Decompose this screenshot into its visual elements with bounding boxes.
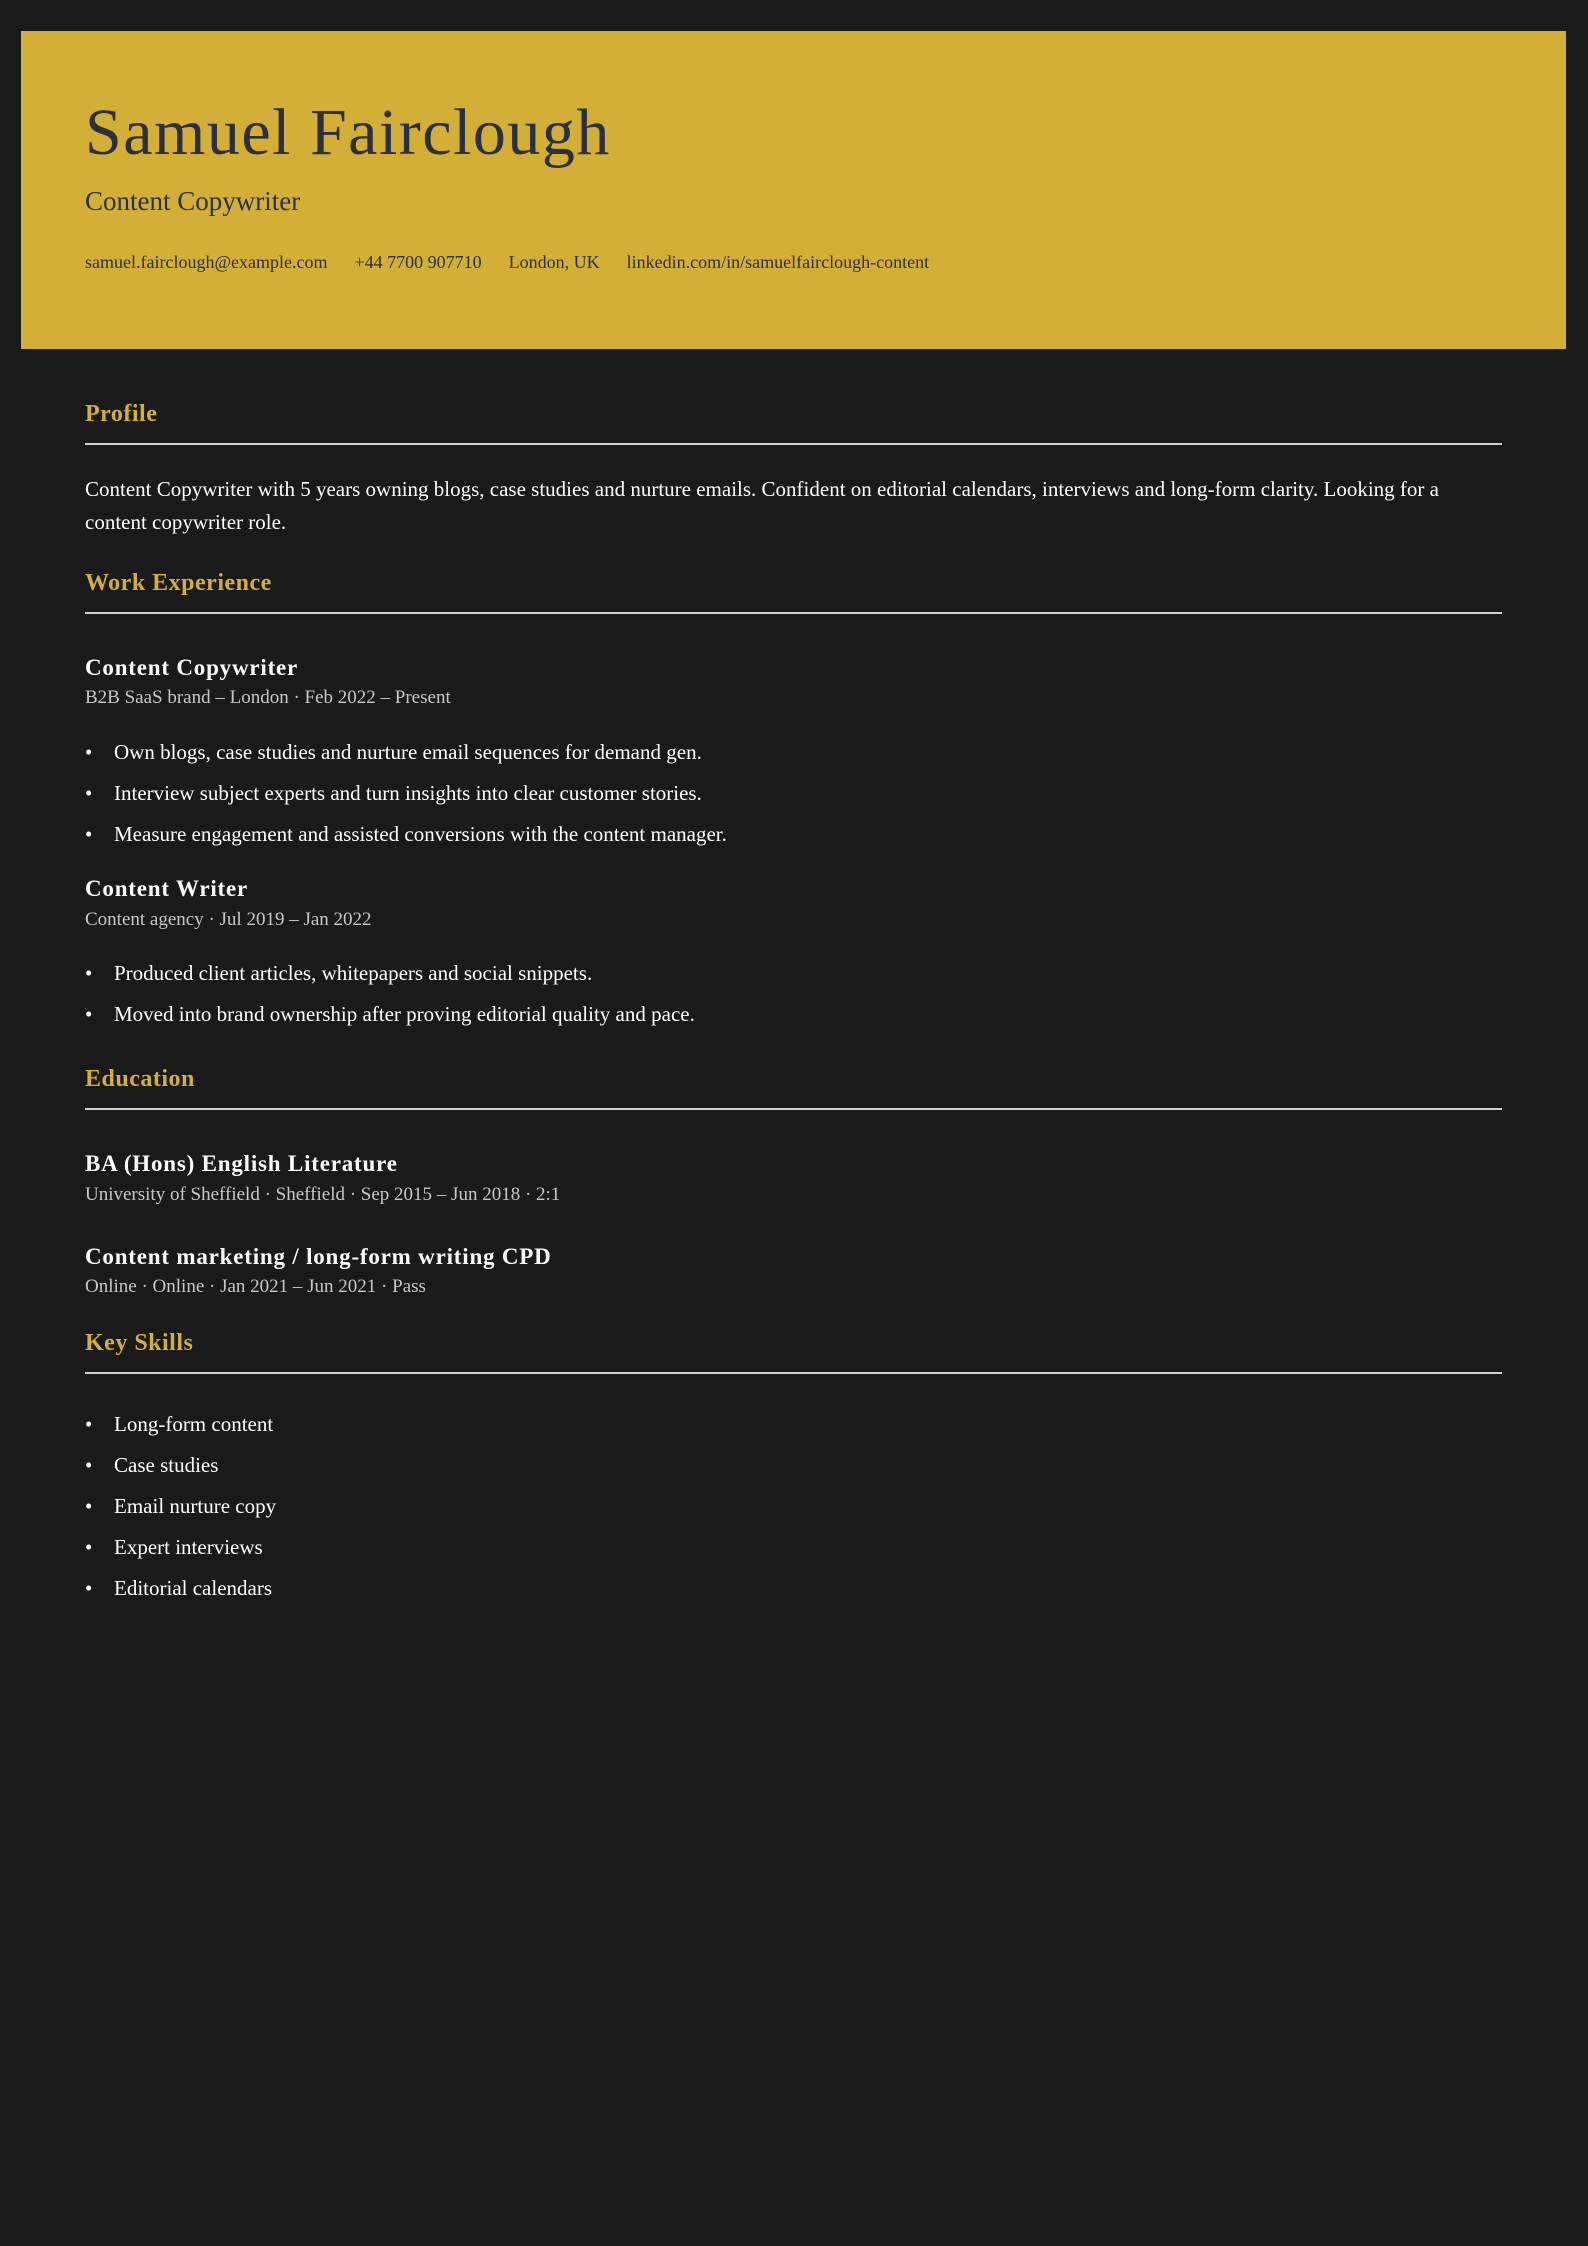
bullet-text: Produced client articles, whitepapers and social snippets. [114,961,593,986]
bullet-text: Moved into brand ownership after proving editorial quality and pace. [114,1002,695,1027]
contact-location: London, UK [508,252,600,272]
job-meta: Content agency · Jul 2019 – Jan 2022 [85,908,372,930]
bullet-text: Measure engagement and assisted conversions with the content manager. [114,821,727,846]
profile-text: Content Copywriter with 5 years owning blogs, case studies and nurture emails. Confident on editorial calendars, interviews and long-form clarity. Looking for a content copywriter role. [85,476,1439,534]
degree-title: BA (Hons) English Literature [85,1151,398,1177]
section-heading: Work Experience [85,569,1502,614]
profile-section [85,400,1502,539]
skill-text: Expert interviews [114,1534,263,1559]
list-item [85,1527,1502,1568]
degree-meta: Online · Online · Jan 2021 – Jun 2021 · Pass [85,1276,426,1298]
bullet-icon: • [85,1493,93,1518]
experience-section [85,569,1502,1036]
job-bullets [85,953,1502,1035]
education-entry [85,1150,1502,1206]
candidate-role: Content Copywriter [85,186,301,216]
bullet-text: Interview subject experts and turn insights into clear customer stories. [114,780,702,805]
bullet-icon: • [85,821,93,846]
education-section [85,1065,1502,1299]
resume-body [85,400,1502,1609]
skills-list [85,1404,1502,1609]
list-item [85,1404,1502,1445]
skill-text: Email nurture copy [114,1493,277,1518]
skill-text: Long-form content [114,1411,274,1436]
bullet-icon: • [85,1534,93,1559]
section-heading: Profile [85,400,1502,445]
degree-title: Content marketing / long-form writing CPD [85,1243,552,1269]
bullet-icon: • [85,739,93,764]
list-item [85,1568,1502,1609]
degree-meta: University of Sheffield · Sheffield · Sep 2015 – Jun 2018 · 2:1 [85,1183,561,1205]
resume-header [21,31,1566,349]
job-title: Content Copywriter [85,654,299,680]
job-entry [85,654,1502,855]
job-entry [85,875,1502,1035]
list-item [85,732,1502,773]
bullet-icon: • [85,1411,93,1436]
job-bullets [85,732,1502,855]
bullet-text: Own blogs, case studies and nurture email sequences for demand gen. [114,739,702,764]
contact-phone: +44 7700 907710 [354,252,482,272]
bullet-icon: • [85,1002,93,1027]
bullet-icon: • [85,1575,93,1600]
bullet-icon: • [85,1452,93,1477]
job-meta: B2B SaaS brand – London · Feb 2022 – Present [85,687,451,709]
section-heading: Education [85,1065,1502,1110]
list-item [85,814,1502,855]
list-item [85,953,1502,994]
skill-text: Editorial calendars [114,1575,273,1600]
candidate-name: Samuel Fairclough [85,96,611,169]
bullet-icon: • [85,780,93,805]
skill-text: Case studies [114,1452,219,1477]
list-item [85,994,1502,1035]
contact-row [85,252,929,274]
job-title: Content Writer [85,875,249,901]
list-item [85,1445,1502,1486]
section-heading: Key Skills [85,1329,1502,1374]
contact-email: samuel.fairclough@example.com [85,252,328,272]
skills-section [85,1329,1502,1609]
bullet-icon: • [85,961,93,986]
list-item [85,773,1502,814]
contact-linkedin: linkedin.com/in/samuelfairclough-content [626,252,930,272]
education-entry [85,1243,1502,1299]
list-item [85,1486,1502,1527]
